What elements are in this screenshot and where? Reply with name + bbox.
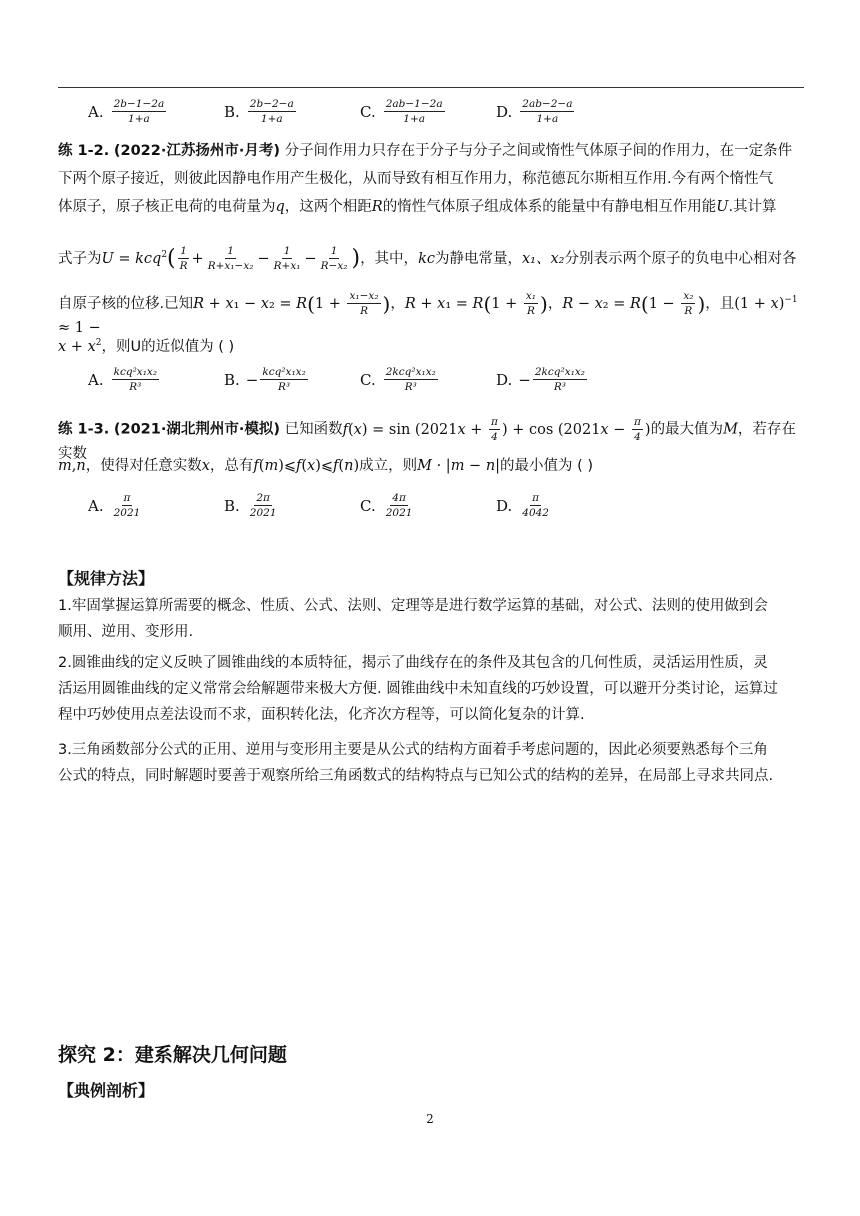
frac-num: 2ab−1−2a bbox=[385, 98, 443, 110]
option-fraction bbox=[384, 492, 415, 519]
formula-u: U = kcq$^2$( $\frac{1}{R}$ + $\frac{1}{\text{R+x₁−x₂}}$ − $\frac{1}{\text{R+x₁}}$ − $\frac{1}{\text{R−x₂}}$ ) bbox=[101, 245, 361, 273]
option-a bbox=[88, 492, 224, 519]
frac-den: 4042 bbox=[522, 507, 549, 519]
var-kc: kc bbox=[418, 250, 435, 267]
section-subheading: 【典例剖析】 bbox=[58, 1081, 155, 1100]
q12-text: 下两个原子接近，则彼此因静电作用产生极化，从而导致有相互作用力，称范德瓦尔斯相互作用.今有两个惰性气 bbox=[58, 171, 774, 187]
option-fraction bbox=[260, 366, 307, 393]
method-paragraph-2 bbox=[58, 650, 806, 728]
var-u: U bbox=[716, 199, 729, 215]
var-r: R bbox=[371, 199, 383, 215]
q13-line2: m,n，使得对任意实数x，总有f(m)⩽f(x)⩽f(n)成立，则M · |m − n|的最小值为 ( ) bbox=[58, 458, 594, 474]
method-line: 3.三角函数部分公式的正用、逆用与变形用主要是从公式的结构方面着手考虑问题的，因此必须要熟悉每个三角 bbox=[58, 742, 768, 758]
option-c bbox=[360, 98, 496, 125]
header-rule bbox=[58, 87, 804, 88]
option-label: A. bbox=[88, 102, 104, 121]
option-b bbox=[224, 366, 360, 393]
q12-line1 bbox=[58, 140, 804, 162]
option-sign: − bbox=[245, 370, 259, 389]
option-fraction bbox=[384, 98, 445, 125]
option-label: A. bbox=[88, 370, 104, 389]
method-line: 程中巧妙使用点差法设而不求，面积转化法，化齐次方程等，可以简化复杂的计算. bbox=[58, 707, 585, 723]
option-label: D. bbox=[496, 370, 513, 389]
question-source: (2021·湖北荆州市·模拟) bbox=[113, 421, 281, 438]
var-mn: m bbox=[58, 458, 72, 474]
option-label: B. bbox=[224, 102, 240, 121]
formula-approx-cont: $x + x^2$ bbox=[58, 338, 102, 355]
option-label: C. bbox=[360, 102, 376, 121]
option-d bbox=[496, 98, 576, 125]
frac-num: kcq²x₁x₂ bbox=[113, 366, 158, 378]
q12-line4 bbox=[58, 244, 804, 272]
q12-text: ，则U的近似值为 ( ) bbox=[101, 338, 235, 355]
q12-text: 自原子核的位移.已知 bbox=[58, 295, 194, 312]
option-sign: − bbox=[518, 370, 531, 389]
q12-text: 为静电常量， bbox=[434, 250, 522, 267]
method-line: 活运用圆锥曲线的定义常常会给解题带来极大方便. 圆锥曲线中未知直线的巧妙设置，可以避开分类讨论，运算过 bbox=[58, 681, 778, 697]
option-fraction bbox=[520, 492, 551, 519]
option-d bbox=[496, 492, 553, 519]
option-fraction bbox=[520, 98, 574, 125]
prev-options bbox=[88, 98, 576, 125]
q12-line3 bbox=[58, 196, 804, 218]
option-label: D. bbox=[496, 496, 513, 515]
option-fraction bbox=[533, 366, 587, 393]
frac-den: R³ bbox=[278, 381, 291, 393]
option-d bbox=[496, 366, 589, 393]
q13-text: 成立，则 bbox=[359, 458, 418, 474]
frac-den: R³ bbox=[404, 381, 417, 393]
section-title: 探究 2：建系解决几何问题 bbox=[58, 1044, 287, 1066]
frac-num: 2kcq²x₁x₂ bbox=[385, 366, 436, 378]
option-fraction bbox=[248, 492, 279, 519]
option-fraction bbox=[248, 98, 296, 125]
question-tag: 练 1-2. bbox=[58, 143, 110, 159]
option-c bbox=[360, 492, 496, 519]
q12-text: 式子为 bbox=[58, 250, 102, 267]
formula-known: R + x₁ − x₂ = R(1 + $\frac{\text{x₁−x₂}}{R}$ )，R + x₁ = R(1 + $\frac{\text{x₁}}{R}$ )，R − x₂ = R(1 − $\frac{\text{x₂}}{R}$ )， bbox=[193, 290, 720, 318]
frac-num: 2π bbox=[256, 492, 270, 504]
frac-den: 2021 bbox=[113, 507, 141, 519]
frac-num: kcq²x₁x₂ bbox=[262, 366, 306, 378]
frac-num: 2b−1−2a bbox=[113, 98, 165, 110]
frac-den: 1+a bbox=[403, 113, 426, 125]
frac-den: 1+a bbox=[260, 113, 283, 125]
formula-f: f(x) = sin (2021x + $\frac{\pi}{4}$ ) + cos (2021x − $\frac{\pi}{4}$ ) bbox=[342, 416, 651, 443]
option-label: D. bbox=[496, 102, 513, 121]
var-q: q bbox=[275, 199, 285, 215]
formula-target: M · |m − n| bbox=[417, 458, 501, 474]
frac-den: 1+a bbox=[536, 113, 559, 125]
method-line: 2.圆锥曲线的定义反映了圆锥曲线的本质特征，揭示了曲线存在的条件及其包含的几何性质，灵活运用性质，灵 bbox=[58, 655, 768, 671]
q12-text: ，这两个相距 bbox=[284, 199, 372, 215]
frac-num: 4π bbox=[392, 492, 406, 504]
option-label: B. bbox=[224, 496, 240, 515]
option-c bbox=[360, 366, 496, 393]
method-line: 顺用、逆用、变形用. bbox=[58, 624, 194, 640]
frac-den: 2021 bbox=[385, 507, 413, 519]
option-label: C. bbox=[360, 496, 376, 515]
q13-options bbox=[88, 492, 553, 519]
option-label: A. bbox=[88, 496, 104, 515]
q12-text: 分别表示两个原子的负电中心相对各 bbox=[564, 250, 797, 267]
q12-text: 体原子，原子核正电荷的电荷量为 bbox=[58, 199, 276, 215]
frac-den: 2021 bbox=[249, 507, 277, 519]
method-paragraph-1 bbox=[58, 593, 806, 645]
formula-approx: $(1 + x)^{-1} \approx 1$ − bbox=[58, 295, 798, 337]
formula-ineq: f(m)⩽f(x)⩽f(n) bbox=[253, 458, 360, 474]
q12-text: 分子间作用力只存在于分子与分子之间或惰性气体原子间的作用力，在一定条件 bbox=[284, 143, 793, 159]
q12-options bbox=[88, 366, 589, 393]
frac-num: 2b−2−a bbox=[249, 98, 294, 110]
q13-text: 的最大值为 bbox=[650, 421, 724, 438]
frac-den: 1+a bbox=[128, 113, 150, 125]
q12-line6 bbox=[58, 332, 804, 358]
frac-den: R³ bbox=[553, 381, 566, 393]
option-label: C. bbox=[360, 370, 376, 389]
method-line: 1.牢固掌握运算所需要的概念、性质、公式、法则、定理等是进行数学运算的基础，对公式、法则的使用做到会 bbox=[58, 598, 768, 614]
q13-text: ，总有 bbox=[209, 458, 254, 474]
q13-text: 已知函数 bbox=[284, 421, 343, 438]
option-a bbox=[88, 366, 224, 393]
var-m: M bbox=[723, 421, 738, 438]
q12-text: .其计算 bbox=[728, 199, 777, 215]
var-x1x2: x₁、x₂ bbox=[521, 250, 565, 267]
q13-text: 的最小值为 ( ) bbox=[500, 458, 594, 474]
frac-num: π bbox=[123, 492, 131, 504]
option-a bbox=[88, 98, 224, 125]
frac-num: π bbox=[532, 492, 540, 504]
option-fraction bbox=[112, 492, 143, 519]
option-b bbox=[224, 492, 360, 519]
q13-text: ，若存在实数 bbox=[58, 421, 796, 462]
frac-num: 2ab−2−a bbox=[522, 98, 573, 110]
frac-den: R³ bbox=[129, 381, 142, 393]
option-fraction bbox=[112, 98, 167, 125]
option-fraction bbox=[112, 366, 159, 393]
q13-text: ，使得对任意实数 bbox=[85, 458, 202, 474]
q12-line2 bbox=[58, 168, 804, 190]
q12-text: 且 bbox=[719, 295, 735, 312]
page-number: 2 bbox=[426, 1112, 434, 1126]
option-label: B. bbox=[224, 370, 240, 389]
q12-text: ，其中， bbox=[360, 250, 419, 267]
var-x: x bbox=[201, 458, 210, 474]
q12-text: 的惰性气体原子组成体系的能量中有静电相互作用能 bbox=[382, 199, 717, 215]
frac-num: 2kcq²x₁x₂ bbox=[534, 366, 585, 378]
method-heading: 【规律方法】 bbox=[58, 569, 155, 588]
method-line: 公式的特点，同时解题时要善于观察所给三角函数式的结构特点与已知公式的结构的差异，在局部上寻求共同点. bbox=[58, 768, 774, 784]
option-fraction bbox=[384, 366, 438, 393]
option-b bbox=[224, 98, 360, 125]
method-paragraph-3 bbox=[58, 737, 806, 789]
question-tag: 练 1-3. bbox=[58, 421, 110, 438]
question-source: (2022·江苏扬州市·月考) bbox=[113, 143, 281, 159]
